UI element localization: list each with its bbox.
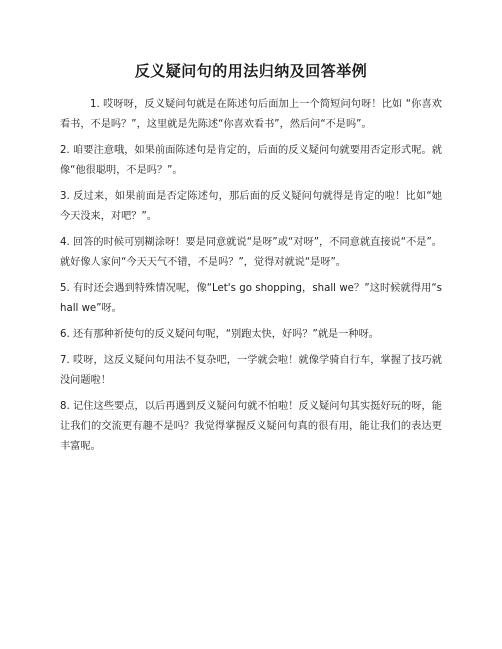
paragraph-5: 5. 有时还会遇到特殊情况呢，像“Let's go shopping，shall we？”这时候就得用“shall we”呀。 xyxy=(60,283,442,314)
paragraph-1: 1. 哎呀呀，反义疑问句就是在陈述句后面加上一个简短问句呀！比如 “你喜欢看书，不是吗？”，这里就是先陈述“你喜欢看书”，然后问“不是吗”。 xyxy=(60,99,442,130)
document-title: 反义疑问句的用法归纳及回答举例 xyxy=(134,62,368,80)
paragraph-7: 7. 哎呀，这反义疑问句用法不复杂吧，一学就会啦！就像学骑自行车，掌握了技巧就没问题啦！ xyxy=(60,355,442,386)
paragraph-8: 8. 记住这些要点，以后再遇到反义疑问句就不怕啦！反义疑问句其实挺好玩的呀，能让我们的交流更有趣不是吗？我觉得掌握反义疑问句真的很有用，能让我们的表达更丰富呢。 xyxy=(60,401,442,452)
paragraph-3: 3. 反过来，如果前面是否定陈述句，那后面的反义疑问句就得是肯定的啦！比如“她今天没来，对吧？”。 xyxy=(60,191,442,222)
paragraph-2: 2. 咱要注意哦，如果前面陈述句是肯定的，后面的反义疑问句就要用否定形式呢。就像“他很聪明，不是吗？”。 xyxy=(60,145,442,176)
paragraph-4: 4. 回答的时候可别糊涂呀！要是同意就说“是呀”或“对呀”，不同意就直接说“不是”。就好像人家问“今天天气不错，不是吗？”，觉得对就说“是呀”。 xyxy=(60,237,442,268)
paragraph-6: 6. 还有那种祈使句的反义疑问句呢，“别跑太快，好吗？”就是一种呀。 xyxy=(60,329,379,340)
